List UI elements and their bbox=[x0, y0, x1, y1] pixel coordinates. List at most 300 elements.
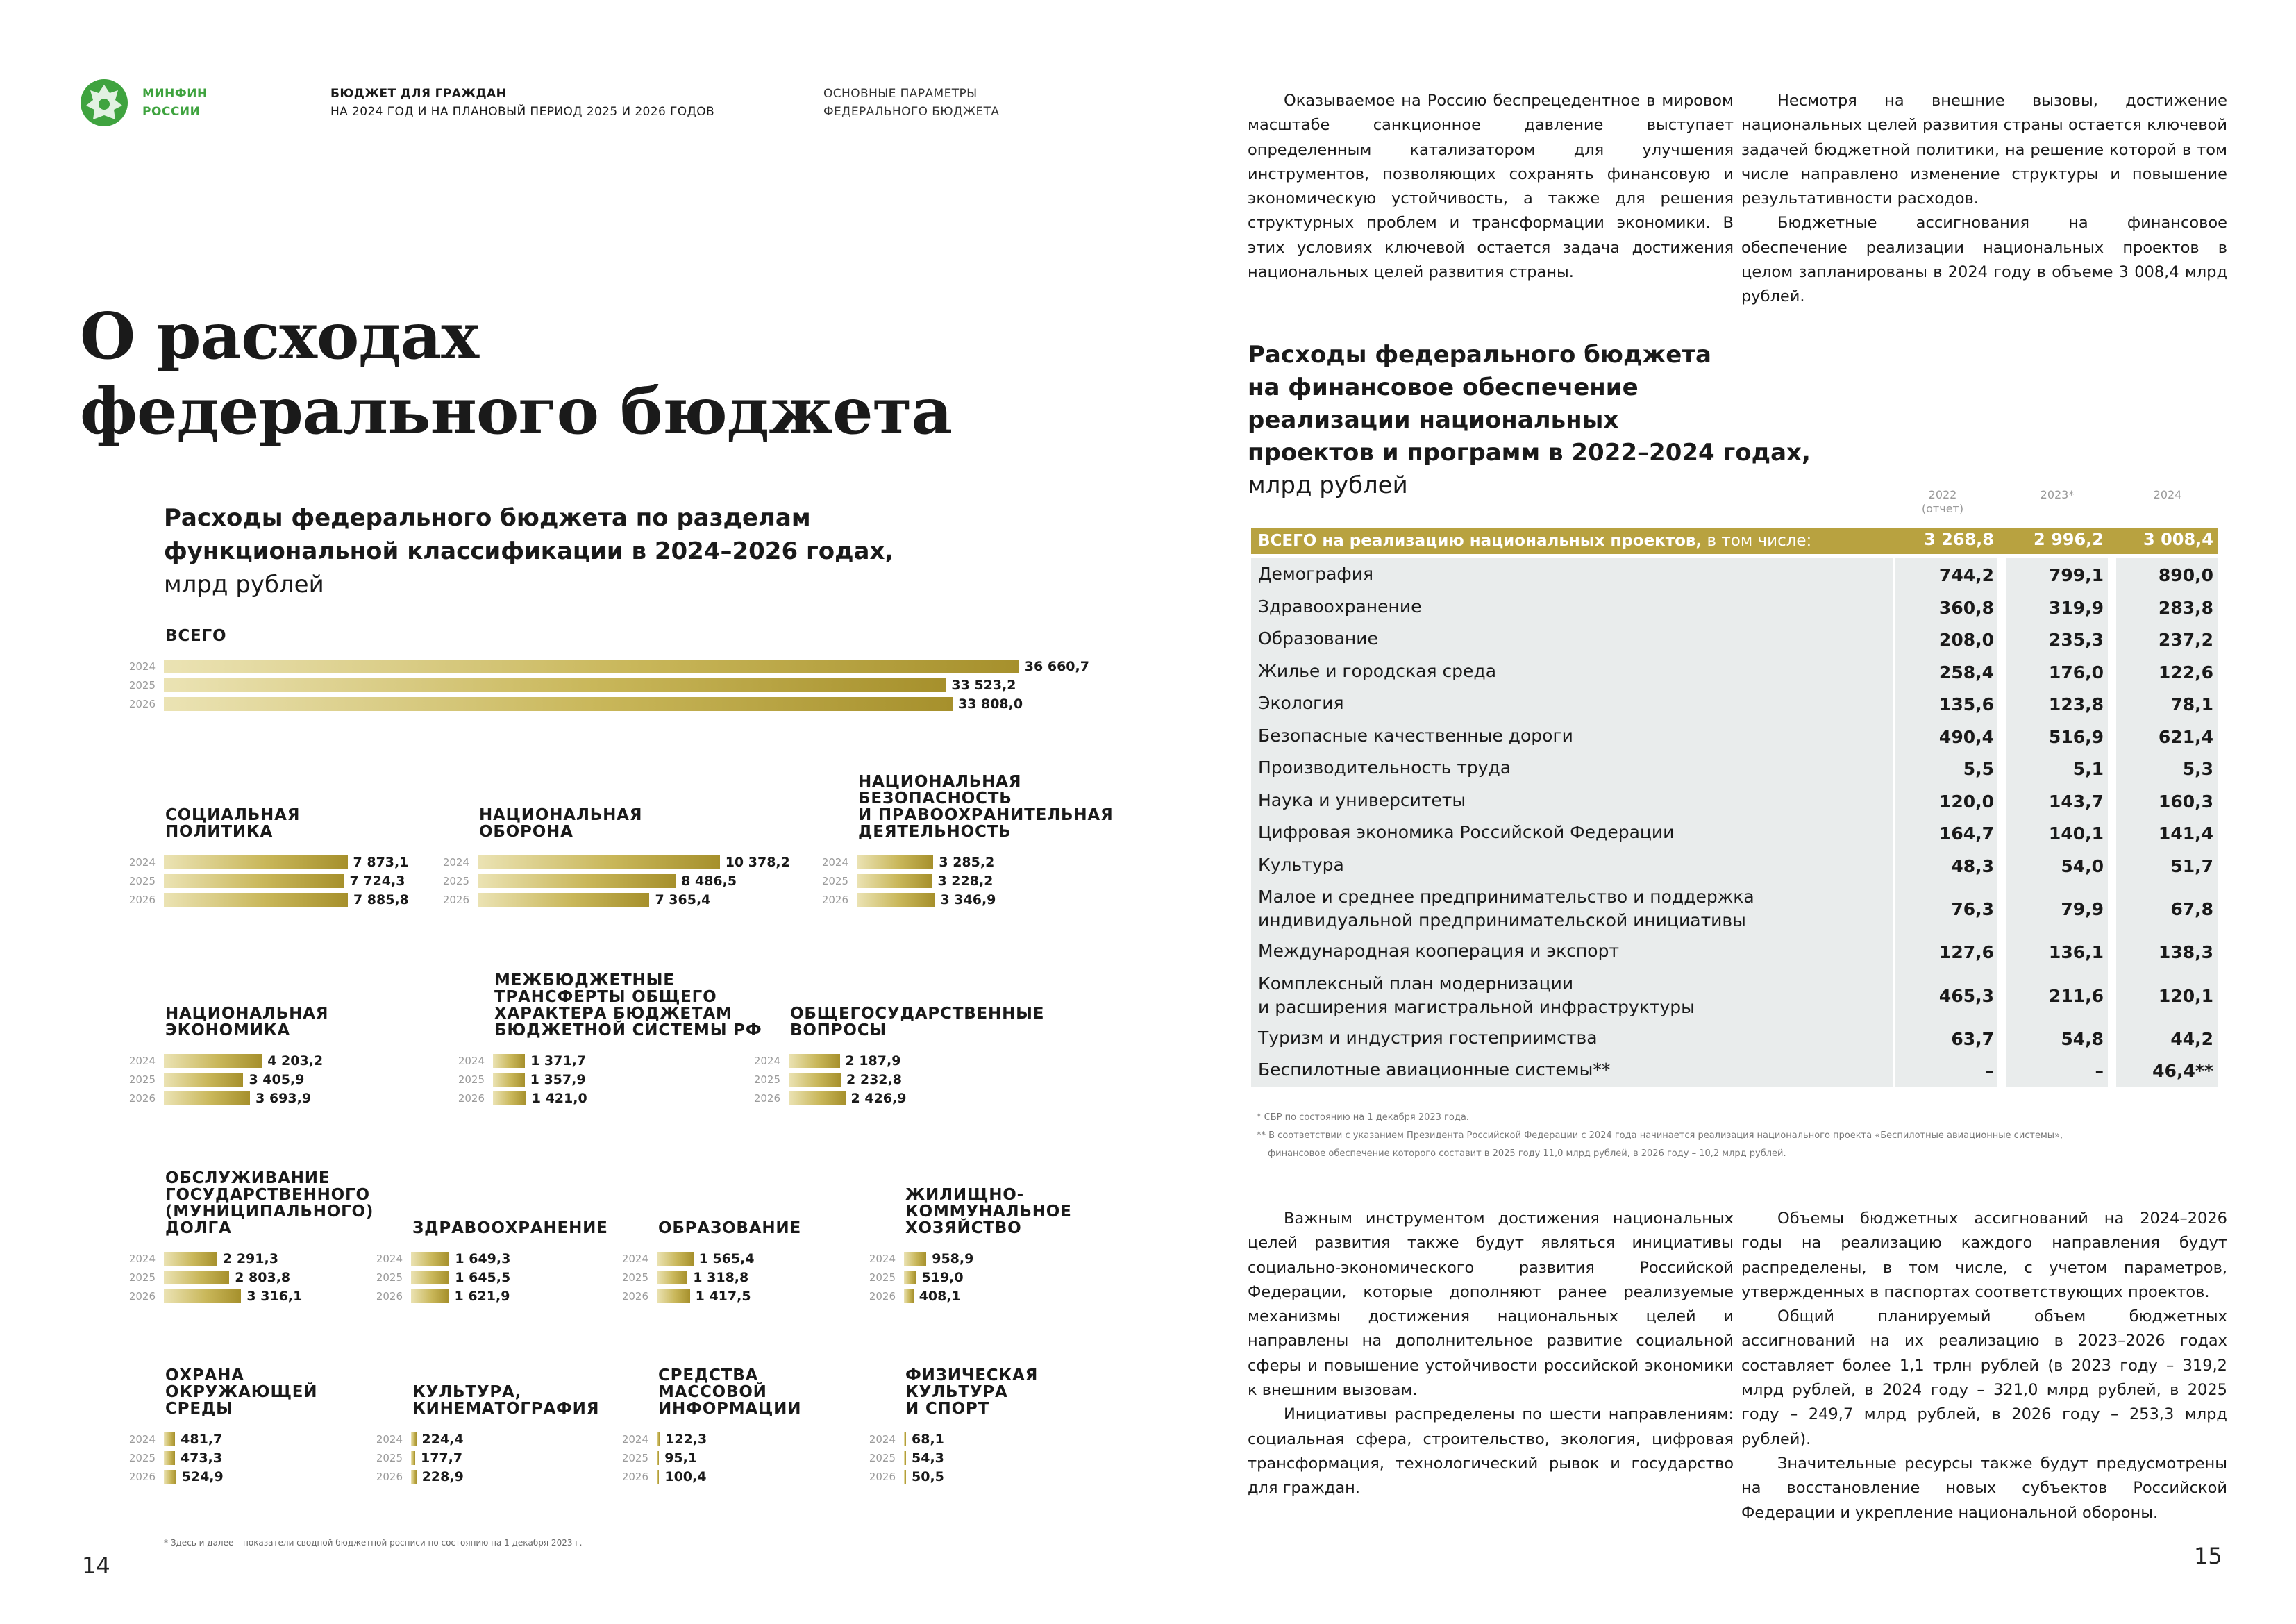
value-cell: 51,7 bbox=[2170, 855, 2213, 876]
category-label bbox=[165, 628, 226, 644]
category-label bbox=[165, 1170, 374, 1237]
category-label bbox=[165, 807, 300, 840]
category-label bbox=[658, 1220, 801, 1237]
row-label-line: Производительность труда bbox=[1258, 757, 1511, 778]
page-title: О расходах федерального бюджета bbox=[80, 299, 953, 449]
value-label: 7 365,4 bbox=[655, 892, 711, 907]
value-label: 1 371,7 bbox=[530, 1053, 587, 1069]
value-label: 3 405,9 bbox=[249, 1072, 305, 1087]
row-label-line: Международная кооперация и экспорт bbox=[1258, 941, 1620, 961]
table-title: Расходы федерального бюджета на финансовое обеспечение реализации национальных проектов и программ в 2022–2024 годах, млрд рублей bbox=[1248, 341, 1811, 499]
value-label: 958,9 bbox=[932, 1251, 974, 1266]
row-label bbox=[1258, 595, 1422, 619]
category-label-line: ОХРАНА bbox=[165, 1366, 244, 1384]
table-total-row bbox=[1251, 528, 2218, 554]
row-label bbox=[1258, 756, 1511, 780]
bar-2024 bbox=[904, 1252, 926, 1266]
year-label: 2026 bbox=[128, 698, 156, 710]
value-cell: 67,8 bbox=[2170, 899, 2213, 919]
value-cell: 123,8 bbox=[2048, 694, 2104, 715]
bar-2025 bbox=[164, 1451, 175, 1465]
value-cell: 54,0 bbox=[2061, 855, 2104, 876]
category-label bbox=[658, 1367, 801, 1417]
value-cell: 890,0 bbox=[2158, 565, 2213, 586]
bar-2024 bbox=[164, 1432, 175, 1446]
year-label: 2026 bbox=[869, 1471, 896, 1483]
value-label: 8 486,5 bbox=[681, 873, 737, 889]
year-label: 2025 bbox=[869, 1452, 896, 1464]
category-label-line: ОБЩЕГОСУДАРСТВЕННЫЕ bbox=[790, 1005, 1045, 1023]
value-label: 1 649,3 bbox=[455, 1251, 511, 1266]
year-label: 2026 bbox=[821, 894, 848, 906]
year-label: 2025 bbox=[753, 1073, 780, 1086]
intro-column-left: Оказываемое на Россию беспрецедентное в мировом масштабе санкционное давление выступает определенным катализатором для улучшения инструментов, позволяющих сохранять финансовую и экономическую устойчивость, а также для решения структурных проблем и трансформации экономики. В этих условиях ключевой остается задача достижения национальных целей развития страны. bbox=[1248, 92, 1734, 282]
total-cell: 3 268,8 bbox=[1924, 530, 1994, 549]
value-cell: 176,0 bbox=[2048, 662, 2104, 683]
page-number-right: 15 bbox=[2194, 1543, 2222, 1569]
category-label-line: ХАРАКТЕРА БЮДЖЕТАМ bbox=[494, 1005, 732, 1023]
bar-2026 bbox=[657, 1470, 659, 1484]
category-label-line: ДЕЯТЕЛЬНОСТЬ bbox=[858, 823, 1012, 841]
category-label-line: СОЦИАЛЬНАЯ bbox=[165, 806, 301, 824]
value-label: 10 378,2 bbox=[725, 855, 790, 870]
total-row-label bbox=[1258, 529, 1811, 553]
bottom-column-right: Объемы бюджетных ассигнований на 2024–2026 годы на реализацию каждого направления будут распределены, в том числе, с учетом параметров, утвержденных в паспортах соответствующих проектов. Общий планируемый объем бюджетных ассигнований на их реализацию в 2023–2026 годах составляет более 1,1 трлн рублей (в 2023 году – 319,2 млрд рублей, в 2024 году – 321,0 млрд рублей, в 2025 году – 249,7 млрд рублей, в 2026 году – 253,3 млрд рублей). Значительные ресурсы также будут предусмотрены на восстановление новых субъектов Российской Федерации и укрепление национальной обороны. bbox=[1741, 1209, 2227, 1522]
value-label: 3 316,1 bbox=[246, 1289, 303, 1304]
bar-2026 bbox=[478, 893, 649, 907]
bar-2026 bbox=[164, 893, 348, 907]
category-label-line: БЮДЖЕТНОЙ СИСТЕМЫ РФ bbox=[494, 1021, 762, 1039]
value-cell: 5,1 bbox=[2072, 759, 2104, 780]
row-label-line: Цифровая экономика Российской Федерации bbox=[1258, 822, 1675, 842]
category-label-line: МАССОВОЙ bbox=[658, 1383, 767, 1401]
bar-2025 bbox=[657, 1271, 687, 1284]
total-cell: 3 008,4 bbox=[2143, 530, 2213, 549]
row-label-line: Образование bbox=[1258, 628, 1378, 648]
table-row bbox=[1251, 817, 2218, 850]
row-label-line: и расширения магистральной инфраструктуры bbox=[1258, 996, 1695, 1017]
bar-2024 bbox=[411, 1432, 417, 1446]
bar-2025 bbox=[904, 1271, 916, 1284]
category-label-line: КОММУНАЛЬНОЕ bbox=[905, 1203, 1072, 1221]
row-label bbox=[1258, 972, 1695, 1019]
bar-2026 bbox=[657, 1289, 690, 1303]
category-label bbox=[790, 1005, 1044, 1039]
row-label bbox=[1258, 853, 1344, 877]
year-label: 2024 bbox=[128, 1055, 156, 1067]
value-label: 122,3 bbox=[665, 1432, 707, 1447]
table-row bbox=[1251, 591, 2218, 624]
category-label-line: И СПОРТ bbox=[905, 1400, 990, 1418]
category-label-line: ЖИЛИЩНО- bbox=[905, 1186, 1024, 1204]
value-label: 54,3 bbox=[912, 1450, 944, 1466]
value-label: 7 885,8 bbox=[353, 892, 409, 907]
year-label: 2024 bbox=[821, 856, 848, 869]
row-label-line: Жилье и городская среда bbox=[1258, 660, 1497, 681]
row-label-line: Туризм и индустрия гостеприимства bbox=[1258, 1027, 1598, 1048]
bar-2025 bbox=[164, 678, 946, 692]
year-label: 2026 bbox=[128, 894, 156, 906]
category-label-line: СРЕДЫ bbox=[165, 1400, 233, 1418]
row-label bbox=[1258, 939, 1619, 963]
value-cell: 76,3 bbox=[1951, 899, 1994, 919]
year-label: 2025 bbox=[128, 875, 156, 887]
category-label bbox=[412, 1384, 599, 1417]
year-label: 2026 bbox=[128, 1092, 156, 1105]
table-row bbox=[1251, 558, 2218, 592]
value-cell: 744,2 bbox=[1938, 565, 1994, 586]
bar-2024 bbox=[904, 1432, 906, 1446]
bar-2025 bbox=[857, 874, 932, 888]
bar-2026 bbox=[164, 1470, 176, 1484]
category-label-line: ОБСЛУЖИВАНИЕ bbox=[165, 1169, 330, 1187]
year-label: 2026 bbox=[128, 1471, 156, 1483]
value-cell: 46,4** bbox=[2152, 1061, 2213, 1082]
category-label-line: ТРАНСФЕРТЫ ОБЩЕГО bbox=[494, 988, 717, 1006]
value-label: 1 621,9 bbox=[454, 1289, 510, 1304]
row-label-line: Безопасные качественные дороги bbox=[1258, 725, 1573, 746]
table-row bbox=[1251, 623, 2218, 656]
value-label: 7 724,3 bbox=[349, 873, 405, 889]
value-cell: 79,9 bbox=[2061, 899, 2104, 919]
bar-2026 bbox=[857, 893, 935, 907]
row-label bbox=[1258, 660, 1496, 683]
bottom-column-left: Важным инструментом достижения национальных целей развития также будут являться инициативы социально-экономического развития Российской Федерации, которые дополняют ранее реализуемые механизмы достижения национальных целей и направлены на дополнительное развитие социальной сферы и повышение устойчивости российской экономики к внешним вызовам. Инициативы распределены по шести направлениям: социальная сфера, строительство, экология, цифровая трансформация, технологический рывок и государство для граждан. bbox=[1248, 1209, 1734, 1498]
bar-2024 bbox=[789, 1054, 840, 1068]
value-cell: 211,6 bbox=[2048, 985, 2104, 1006]
table-row bbox=[1251, 881, 2218, 936]
category-label bbox=[165, 1005, 328, 1039]
bar-2025 bbox=[411, 1271, 449, 1284]
table-header-2022: 2022 (отчет) bbox=[1921, 488, 1964, 515]
value-label: 1 357,9 bbox=[530, 1072, 586, 1087]
category-label-line: БЕЗОПАСНОСТЬ bbox=[858, 789, 1012, 807]
bar-2025 bbox=[411, 1451, 415, 1465]
value-label: 481,7 bbox=[181, 1432, 223, 1447]
year-label: 2026 bbox=[621, 1290, 648, 1303]
value-label: 519,0 bbox=[921, 1270, 964, 1285]
value-cell: 48,3 bbox=[1951, 855, 1994, 876]
bar-2025 bbox=[164, 1073, 243, 1087]
value-cell: 136,1 bbox=[2048, 942, 2104, 963]
year-label: 2025 bbox=[128, 679, 156, 692]
year-label: 2026 bbox=[753, 1092, 780, 1105]
bar-2024 bbox=[657, 1432, 660, 1446]
category-label-line: ЗДРАВООХРАНЕНИЕ bbox=[412, 1219, 608, 1237]
value-label: 3 285,2 bbox=[939, 855, 995, 870]
value-label: 100,4 bbox=[664, 1469, 707, 1484]
section-title: ОСНОВНЫЕ ПАРАМЕТРЫ ФЕДЕРАЛЬНОГО БЮДЖЕТА bbox=[823, 87, 1000, 119]
row-label-line: Малое и среднее предпринимательство и поддержка bbox=[1258, 887, 1754, 907]
category-label-line: НАЦИОНАЛЬНАЯ bbox=[479, 806, 643, 824]
year-label: 2024 bbox=[621, 1433, 648, 1446]
year-label: 2024 bbox=[458, 1055, 485, 1067]
bar-2026 bbox=[904, 1289, 914, 1303]
category-label bbox=[494, 972, 762, 1039]
value-label: 2 803,8 bbox=[235, 1270, 291, 1285]
value-label: 3 693,9 bbox=[255, 1091, 312, 1106]
category-label-line: ФИЗИЧЕСКАЯ bbox=[905, 1366, 1039, 1384]
category-label-line: МЕЖБЮДЖЕТНЫЕ bbox=[494, 971, 675, 989]
category-label-line: ГОСУДАРСТВЕННОГО bbox=[165, 1186, 370, 1204]
bar-2025 bbox=[657, 1451, 659, 1465]
value-cell: 44,2 bbox=[2170, 1028, 2213, 1049]
table-row bbox=[1251, 935, 2218, 969]
value-label: 33 808,0 bbox=[957, 696, 1023, 712]
cell-background bbox=[1251, 687, 1893, 720]
value-cell: 516,9 bbox=[2048, 726, 2104, 747]
bar-2026 bbox=[493, 1091, 526, 1105]
bar-2024 bbox=[164, 1054, 262, 1068]
category-label bbox=[858, 773, 1113, 840]
value-label: 95,1 bbox=[664, 1450, 698, 1466]
value-label: 7 873,1 bbox=[353, 855, 409, 870]
value-label: 1 417,5 bbox=[695, 1289, 751, 1304]
category-label bbox=[905, 1367, 1038, 1417]
table-row bbox=[1251, 785, 2218, 818]
value-label: 2 232,8 bbox=[846, 1072, 902, 1087]
category-label-line: ОКРУЖАЮЩЕЙ bbox=[165, 1383, 318, 1401]
category-label-line: ИНФОРМАЦИИ bbox=[658, 1400, 802, 1418]
value-cell: 120,0 bbox=[1938, 791, 1994, 812]
year-label: 2024 bbox=[128, 1433, 156, 1446]
year-label: 2024 bbox=[376, 1433, 403, 1446]
value-cell: 235,3 bbox=[2048, 630, 2104, 651]
category-label-line: КУЛЬТУРА, bbox=[412, 1383, 522, 1401]
value-cell: 5,5 bbox=[1963, 759, 1994, 780]
row-label-line: индивидуальной предпринимательской инициативы bbox=[1258, 910, 1746, 930]
value-cell: 799,1 bbox=[2048, 565, 2104, 586]
year-label: 2025 bbox=[458, 1073, 485, 1086]
row-label bbox=[1258, 1058, 1610, 1082]
bar-2025 bbox=[478, 874, 676, 888]
value-cell: 127,6 bbox=[1938, 942, 1994, 963]
bar-2025 bbox=[789, 1073, 841, 1087]
table-footnote-2: ** В соответствии с указанием Президента Российской Федерации с 2024 года начинается реализация национального проекта «Беспилотные авиационные системы», bbox=[1257, 1130, 2063, 1141]
value-label: 1 645,5 bbox=[455, 1270, 511, 1285]
value-label: 228,9 bbox=[421, 1469, 464, 1484]
value-label: 177,7 bbox=[420, 1450, 463, 1466]
total-cell: 2 996,2 bbox=[2034, 530, 2104, 549]
year-label: 2024 bbox=[376, 1253, 403, 1265]
year-label: 2026 bbox=[128, 1290, 156, 1303]
year-label: 2025 bbox=[869, 1271, 896, 1284]
row-label-line: Беспилотные авиационные системы** bbox=[1258, 1060, 1611, 1080]
row-label-line: Наука и университеты bbox=[1258, 789, 1466, 810]
value-cell: 138,3 bbox=[2158, 942, 2213, 963]
value-label: 408,1 bbox=[919, 1289, 961, 1304]
year-label: 2024 bbox=[753, 1055, 780, 1067]
year-label: 2026 bbox=[442, 894, 469, 906]
table-row bbox=[1251, 1054, 2218, 1087]
value-label: 1 318,8 bbox=[693, 1270, 749, 1285]
value-cell: 5,3 bbox=[2182, 759, 2213, 780]
total-label: ВСЕГО на реализацию национальных проектов, bbox=[1258, 532, 1702, 550]
value-label: 2 187,9 bbox=[845, 1053, 901, 1069]
row-label-line: Культура bbox=[1258, 854, 1344, 875]
year-label: 2024 bbox=[621, 1253, 648, 1265]
value-label: 1 421,0 bbox=[531, 1091, 587, 1106]
row-label-line: Комплексный план модернизации bbox=[1258, 973, 1574, 994]
year-label: 2025 bbox=[821, 875, 848, 887]
bar-2026 bbox=[164, 1091, 250, 1105]
year-label: 2025 bbox=[128, 1073, 156, 1086]
value-label: 1 565,4 bbox=[698, 1251, 755, 1266]
table-row bbox=[1251, 687, 2218, 721]
org-name: МИНФИН РОССИИ bbox=[142, 87, 208, 119]
row-label bbox=[1258, 821, 1674, 844]
value-cell: 160,3 bbox=[2158, 791, 2213, 812]
value-cell: 63,7 bbox=[1951, 1028, 1994, 1049]
bar-2025 bbox=[164, 874, 344, 888]
category-label-line: ДОЛГА bbox=[165, 1219, 232, 1237]
year-label: 2024 bbox=[869, 1253, 896, 1265]
bar-2024 bbox=[164, 855, 348, 869]
value-label: 36 660,7 bbox=[1024, 659, 1089, 674]
year-label: 2026 bbox=[376, 1471, 403, 1483]
table-row bbox=[1251, 1022, 2218, 1055]
bar-2024 bbox=[657, 1252, 694, 1266]
category-label-line: КИНЕМАТОГРАФИЯ bbox=[412, 1400, 600, 1418]
table-row bbox=[1251, 968, 2218, 1023]
value-label: 3 228,2 bbox=[937, 873, 994, 889]
value-label: 2 291,3 bbox=[222, 1251, 278, 1266]
category-label-line: И ПРАВООХРАНИТЕЛЬНАЯ bbox=[858, 806, 1114, 824]
emblem-logo bbox=[79, 75, 129, 131]
document-title: БЮДЖЕТ ДЛЯ ГРАЖДАН НА 2024 ГОД И НА ПЛАНОВЫЙ ПЕРИОД 2025 И 2026 ГОДОВ bbox=[330, 87, 715, 119]
bar-2026 bbox=[904, 1470, 906, 1484]
table-header-2023: 2023* bbox=[2040, 488, 2075, 501]
row-label-line: Экология bbox=[1258, 693, 1344, 713]
row-label bbox=[1258, 562, 1373, 586]
category-label-line: ВОПРОСЫ bbox=[790, 1021, 887, 1039]
year-label: 2024 bbox=[869, 1433, 896, 1446]
table-row bbox=[1251, 655, 2218, 689]
bar-2026 bbox=[411, 1289, 449, 1303]
value-cell: 283,8 bbox=[2158, 597, 2213, 618]
table-footnote-3: финансовое обеспечение которого составит в 2025 году 11,0 млрд рублей, в 2026 году – 10,2 млрд рублей. bbox=[1268, 1148, 1786, 1159]
bar-2025 bbox=[904, 1451, 906, 1465]
category-label-line: ЭКОНОМИКА bbox=[165, 1021, 290, 1039]
year-label: 2024 bbox=[128, 660, 156, 673]
category-label bbox=[905, 1187, 1072, 1237]
category-label-line: ОБРАЗОВАНИЕ bbox=[658, 1219, 801, 1237]
year-label: 2024 bbox=[442, 856, 469, 869]
total-label-suffix: в том числе: bbox=[1702, 532, 1812, 550]
category-label-line: НАЦИОНАЛЬНАЯ bbox=[165, 1005, 329, 1023]
cell-background bbox=[1251, 849, 1893, 882]
chart-footnote: * Здесь и далее – показатели сводной бюджетной росписи по состоянию на 1 декабря 2023 г. bbox=[164, 1538, 583, 1548]
bar-2026 bbox=[164, 697, 953, 711]
value-cell: 143,7 bbox=[2048, 791, 2104, 812]
value-cell: 258,4 bbox=[1938, 662, 1994, 683]
value-cell: 319,9 bbox=[2048, 597, 2104, 618]
value-label: 2 426,9 bbox=[850, 1091, 907, 1106]
value-label: 524,9 bbox=[181, 1469, 224, 1484]
bar-2024 bbox=[493, 1054, 525, 1068]
category-label bbox=[479, 807, 642, 840]
year-label: 2024 bbox=[128, 856, 156, 869]
value-cell: 164,7 bbox=[1938, 823, 1994, 844]
value-label: 473,3 bbox=[180, 1450, 222, 1466]
bar-2026 bbox=[789, 1091, 846, 1105]
category-label-line: НАЦИОНАЛЬНАЯ bbox=[858, 773, 1022, 791]
category-label bbox=[412, 1220, 608, 1237]
value-cell: 237,2 bbox=[2158, 630, 2213, 651]
table-row bbox=[1251, 849, 2218, 882]
value-cell: 360,8 bbox=[1938, 597, 1994, 618]
year-label: 2025 bbox=[128, 1271, 156, 1284]
category-label-line: ВСЕГО bbox=[165, 627, 227, 645]
bar-2024 bbox=[478, 855, 720, 869]
category-label-line: ПОЛИТИКА bbox=[165, 823, 274, 841]
category-label-line: ОБОРОНА bbox=[479, 823, 573, 841]
value-cell: 54,8 bbox=[2061, 1028, 2104, 1049]
bar-2025 bbox=[164, 1271, 229, 1284]
value-label: 224,4 bbox=[421, 1432, 464, 1447]
row-label bbox=[1258, 692, 1344, 715]
row-label bbox=[1258, 789, 1466, 812]
year-label: 2025 bbox=[376, 1452, 403, 1464]
bar-2026 bbox=[411, 1470, 417, 1484]
category-label-line: КУЛЬТУРА bbox=[905, 1383, 1008, 1401]
value-cell: 208,0 bbox=[1938, 630, 1994, 651]
bar-2025 bbox=[493, 1073, 525, 1087]
value-cell: 140,1 bbox=[2048, 823, 2104, 844]
category-label bbox=[165, 1367, 317, 1417]
value-cell: 141,4 bbox=[2158, 823, 2213, 844]
value-cell: 621,4 bbox=[2158, 726, 2213, 747]
year-label: 2025 bbox=[128, 1452, 156, 1464]
row-label bbox=[1258, 627, 1378, 651]
value-cell: 78,1 bbox=[2170, 694, 2213, 715]
table-row bbox=[1251, 752, 2218, 785]
value-cell: 490,4 bbox=[1938, 726, 1994, 747]
year-label: 2025 bbox=[621, 1271, 648, 1284]
year-label: 2026 bbox=[458, 1092, 485, 1105]
value-label: 33 523,2 bbox=[951, 678, 1016, 693]
table-row bbox=[1251, 720, 2218, 753]
value-label: 68,1 bbox=[912, 1432, 944, 1447]
value-cell: 120,1 bbox=[2158, 985, 2213, 1006]
value-cell: 135,6 bbox=[1938, 694, 1994, 715]
category-label-line: ХОЗЯЙСТВО bbox=[905, 1219, 1022, 1237]
row-label bbox=[1258, 1026, 1598, 1050]
row-label-line: Демография bbox=[1258, 564, 1374, 584]
chart-title: Расходы федерального бюджета по разделам функциональной классификации в 2024–2026 годах, млрд рублей bbox=[164, 504, 894, 598]
table-footnote-1: * СБР по состоянию на 1 декабря 2023 года. bbox=[1257, 1112, 1469, 1123]
bar-2024 bbox=[857, 855, 933, 869]
year-label: 2025 bbox=[442, 875, 469, 887]
value-cell: 465,3 bbox=[1938, 985, 1994, 1006]
year-label: 2024 bbox=[128, 1253, 156, 1265]
year-label: 2026 bbox=[621, 1471, 648, 1483]
bar-2024 bbox=[411, 1252, 449, 1266]
value-cell: 122,6 bbox=[2158, 662, 2213, 683]
year-label: 2025 bbox=[376, 1271, 403, 1284]
row-label-line: Здравоохранение bbox=[1258, 596, 1422, 617]
value-label: 3 346,9 bbox=[940, 892, 996, 907]
page-number-left: 14 bbox=[82, 1552, 110, 1579]
year-label: 2025 bbox=[621, 1452, 648, 1464]
value-cell: – bbox=[1985, 1061, 1994, 1082]
year-label: 2026 bbox=[376, 1290, 403, 1303]
value-cell: – bbox=[2095, 1061, 2104, 1082]
row-label bbox=[1258, 885, 1754, 932]
bar-2024 bbox=[164, 660, 1019, 673]
category-label-line: СРЕДСТВА bbox=[658, 1366, 759, 1384]
intro-column-right: Несмотря на внешние вызовы, достижение национальных целей развития страны остается ключевой задачей бюджетной политики, на решение которой в том числе направлено изменение структуры и повышение результативности расходов. Бюджетные ассигнования на финансовое обеспечение реализации национальных проектов в целом запланированы в 2024 году в объеме 3 008,4 млрд рублей. bbox=[1741, 92, 2227, 306]
